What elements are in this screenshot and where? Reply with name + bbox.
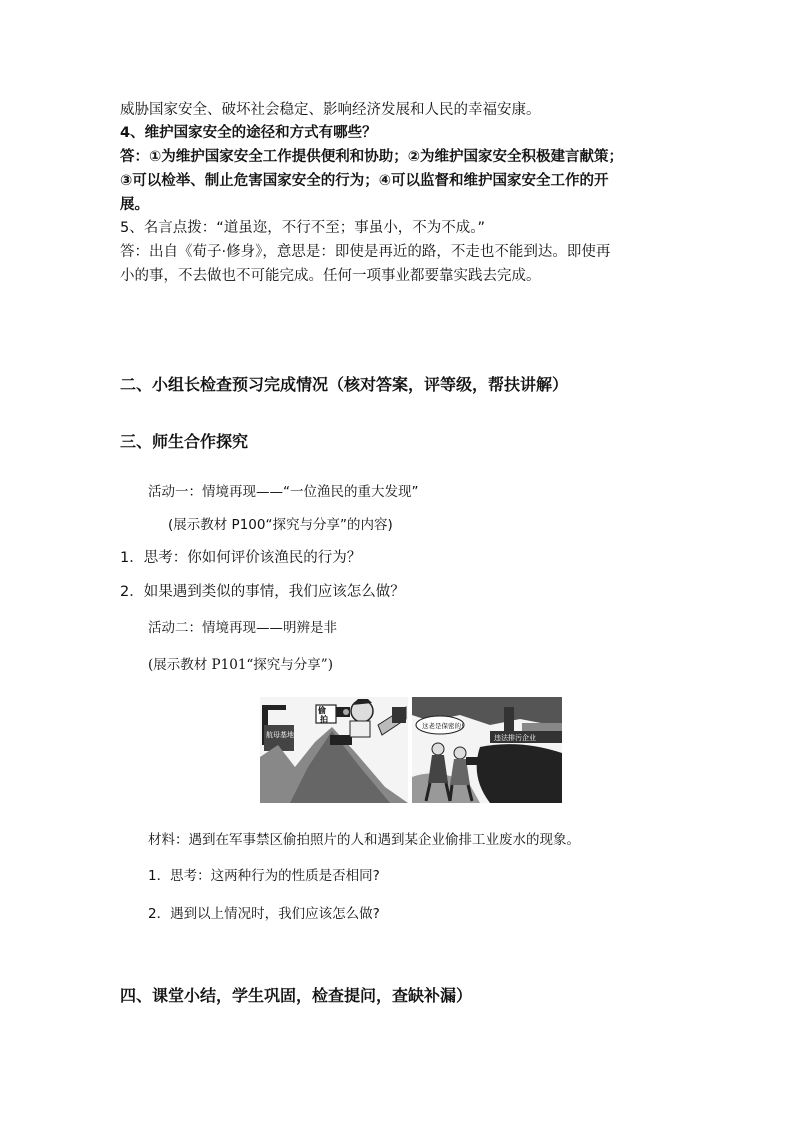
answer-4-line-2: ③可以检举、制止危害国家安全的行为；④可以监督和维护国家安全工作的开 [120, 173, 609, 189]
answer-4-line-3: 展。 [120, 197, 149, 213]
activity-2-question-1: 1．思考：这两种行为的性质是否相同? [148, 868, 380, 884]
left-sign-text: 航母基地 [266, 731, 294, 739]
right-cartoon-panel [412, 697, 562, 803]
section-4-heading: 四、课堂小结，学生巩固，检查提问，查缺补漏） [120, 986, 473, 1005]
activity-1-title: 活动一：情境再现——“一位渔民的重大发现” [148, 484, 419, 500]
activity-2-note: (展示教材 P101“探究与分享”) [148, 657, 333, 673]
section-2-heading: 二、小组长检查预习完成情况（核对答案，评等级，帮扶讲解） [120, 375, 569, 394]
activity-2-title: 活动二：情境再现——明辨是非 [148, 620, 337, 636]
answer-4-line-1: 答：①为维护国家安全工作提供便利和协助；②为维护国家安全积极建言献策； [120, 149, 624, 165]
activity-2-question-2: 2．遇到以上情况时，我们应该怎么做? [148, 906, 380, 922]
activity-2-material: 材料：遇到在军事禁区偷拍照片的人和遇到某企业偷排工业废水的现象。 [148, 832, 580, 848]
activity-1-question-2: 2．如果遇到类似的事情，我们应该怎么做？ [120, 584, 405, 600]
right-sign-text: 违法排污企业 [494, 734, 536, 742]
text-line: 威胁国家安全、破坏社会稳定、影响经济发展和人民的幸福安康。 [120, 102, 541, 118]
right-speech-bubble: 这老是保密的! [422, 722, 464, 730]
left-label-1: 偷 [318, 706, 326, 715]
cartoon-illustration [260, 697, 562, 803]
answer-5-line-2: 小的事，不去做也不可能完成。任何一项事业都要靠实践去完成。 [120, 268, 541, 284]
answer-5-line-1: 答：出自《荀子·修身》，意思是：即使是再近的路，不走也不能到达。即使再 [120, 244, 611, 260]
activity-1-question-1: 1．思考：你如何评价该渔民的行为？ [120, 550, 362, 566]
left-label-2: 拍 [320, 715, 328, 724]
section-3-heading: 三、师生合作探究 [120, 432, 249, 451]
activity-1-note: (展示教材 P100“探究与分享”的内容) [168, 517, 393, 533]
question-5: 5、名言点拨：“道虽迩，不行不至；事虽小，不为不成。” [120, 220, 485, 236]
left-cartoon-panel [260, 697, 408, 803]
question-4: 4、维护国家安全的途径和方式有哪些？ [120, 125, 377, 141]
